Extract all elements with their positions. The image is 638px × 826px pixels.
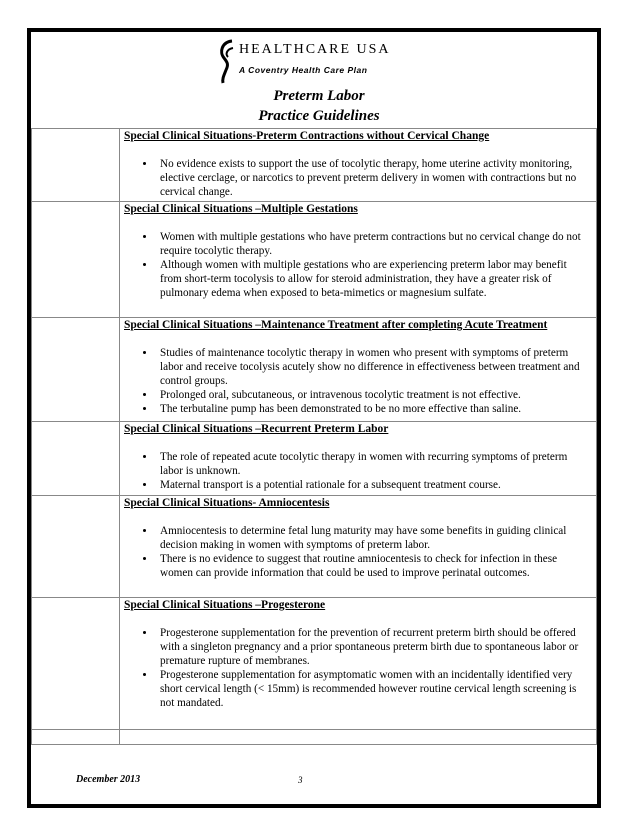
guideline-row — [32, 598, 597, 730]
list-item: • There is no evidence to suggest that routine amniocentesis to check for infection in these women can provide information that could be used to improve perinatal outcomes. — [156, 552, 590, 580]
guideline-cell — [120, 318, 597, 422]
list-item: • Prolonged oral, subcutaneous, or intravenous tocolytic treatment is not effective. — [156, 388, 590, 402]
list-item: • The terbutaline pump has been demonstrated to be no more effective than saline. — [156, 402, 590, 416]
bullet-list — [124, 157, 590, 199]
bullet-list — [124, 230, 590, 300]
list-item: • Although women with multiple gestations who are experiencing preterm labor may benefit from short-term tocolysis to allow for steroid administration, they have a greater risk of pulmonary edema when exposed to beta-mimetics or magnesium sulfate. — [156, 258, 590, 300]
empty-cell — [32, 496, 120, 598]
empty-cell — [32, 202, 120, 318]
guideline-cell — [120, 598, 597, 730]
section-heading: Special Clinical Situations-Preterm Contractions without Cervical Change — [124, 130, 490, 142]
logo-tagline: A Coventry Health Care Plan — [239, 65, 368, 75]
logo-swirl-icon — [216, 38, 238, 84]
list-item: • Maternal transport is a potential rationale for a subsequent treatment course. — [156, 478, 590, 492]
list-item: • Amniocentesis to determine fetal lung maturity may have some benefits in guiding clinical decision making in women with symptoms of preterm labor. — [156, 524, 590, 552]
healthcare-usa-logo — [216, 38, 416, 86]
list-item: • Women with multiple gestations who have preterm contractions but no cervical change do not require tocolytic therapy. — [156, 230, 590, 258]
list-item: • Progesterone supplementation for the prevention of recurrent preterm birth should be offered with a singleton pregnancy and a prior spontaneous preterm birth due to spontaneous labor or premature rupture of membranes. — [156, 626, 590, 668]
guideline-row — [32, 318, 597, 422]
empty-cell — [32, 422, 120, 496]
section-heading: Special Clinical Situations- Amniocentesis — [124, 497, 330, 509]
page-title: Preterm Labor — [273, 88, 365, 104]
section-heading: Special Clinical Situations –Progesterone — [124, 599, 326, 611]
page-number: 3 — [298, 775, 303, 785]
list-item: • Progesterone supplementation for asymptomatic women with an incidentally identified very short cervical length (< 15mm) is recommended however routine cervical length screening is not mandated. — [156, 668, 590, 710]
guideline-cell — [120, 422, 597, 496]
guideline-row — [32, 422, 597, 496]
empty-cell — [32, 129, 120, 202]
section-heading: Special Clinical Situations –Multiple Gestations — [124, 203, 358, 215]
guideline-cell — [120, 129, 597, 202]
section-heading: Special Clinical Situations –Maintenance Treatment after completing Acute Treatment — [124, 319, 548, 331]
bullet-list — [124, 450, 590, 492]
empty-cell — [120, 730, 597, 745]
list-item: • Studies of maintenance tocolytic therapy in women who present with symptoms of preterm labor and receive tocolysis acutely show no difference in effectiveness between treatment and control groups. — [156, 346, 590, 388]
guidelines-table — [31, 128, 597, 745]
empty-row — [32, 730, 597, 745]
empty-cell — [32, 598, 120, 730]
guideline-row — [32, 496, 597, 598]
page-subtitle: Practice Guidelines — [258, 108, 380, 124]
empty-cell — [32, 318, 120, 422]
logo-name: HEALTHCARE USA — [239, 42, 391, 57]
section-heading: Special Clinical Situations –Recurrent Preterm Labor — [124, 423, 389, 435]
bullet-list — [124, 524, 590, 580]
guideline-cell — [120, 202, 597, 318]
footer-date: December 2013 — [76, 774, 141, 785]
bullet-list — [124, 346, 590, 416]
guideline-cell — [120, 496, 597, 598]
list-item: • The role of repeated acute tocolytic therapy in women with recurring symptoms of preterm labor is unknown. — [156, 450, 590, 478]
empty-cell — [32, 730, 120, 745]
guideline-row — [32, 129, 597, 202]
bullet-list — [124, 626, 590, 710]
list-item: • No evidence exists to support the use of tocolytic therapy, home uterine activity monitoring, elective cerclage, or narcotics to prevent preterm delivery in women with contractions but no cervical change. — [156, 157, 590, 199]
guideline-row — [32, 202, 597, 318]
